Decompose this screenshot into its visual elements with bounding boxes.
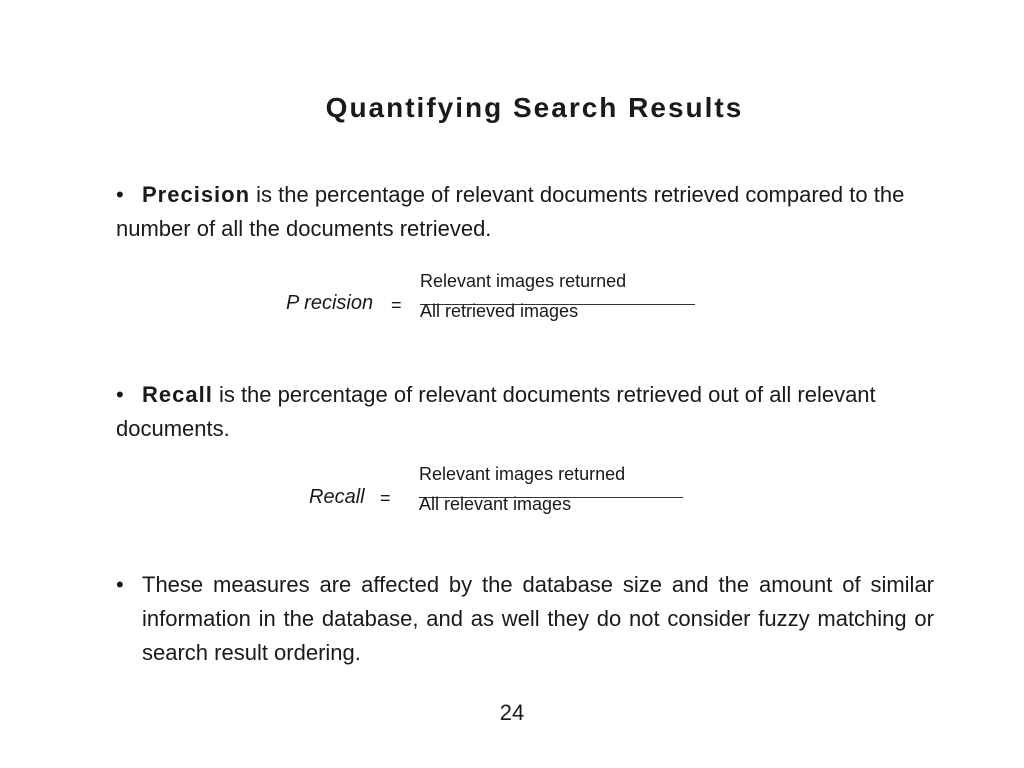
bullet-text — [116, 182, 904, 241]
formula-numerator: Relevant images returned — [420, 271, 627, 291]
formula-equals: = — [380, 488, 391, 508]
formula-numerator: Relevant images returned — [419, 464, 626, 484]
formula-equals: = — [391, 295, 402, 315]
bullet-marker: • — [116, 382, 124, 407]
bullet-term: Recall — [142, 382, 213, 407]
bullet-recall — [116, 378, 934, 446]
formula-lhs: Recall — [309, 486, 365, 508]
bullet-term: Precision — [142, 182, 251, 207]
bullet-text — [116, 382, 876, 441]
bullet-body: is the percentage of relevant documents retrieved compared to the number of all the documents retrieved. — [116, 182, 905, 241]
slide-title: Quantifying Search Results — [325, 92, 744, 123]
bullet-marker: • — [116, 182, 124, 207]
formula-denominator: All relevant images — [419, 494, 572, 514]
formula-lhs: P recision — [286, 292, 374, 314]
bullet-marker: • — [116, 572, 124, 597]
bullet-body: is the percentage of relevant documents retrieved out of all relevant documents. — [116, 382, 876, 441]
bullet-text: These measures are affected by the database size and the amount of similar information in the database, and as well they do not consider fuzzy matching or search result ordering. — [142, 572, 934, 665]
bullet-precision — [116, 178, 934, 246]
bullet-limitations — [116, 568, 934, 670]
page-number: 24 — [499, 700, 525, 725]
formula-denominator: All retrieved images — [420, 301, 579, 321]
